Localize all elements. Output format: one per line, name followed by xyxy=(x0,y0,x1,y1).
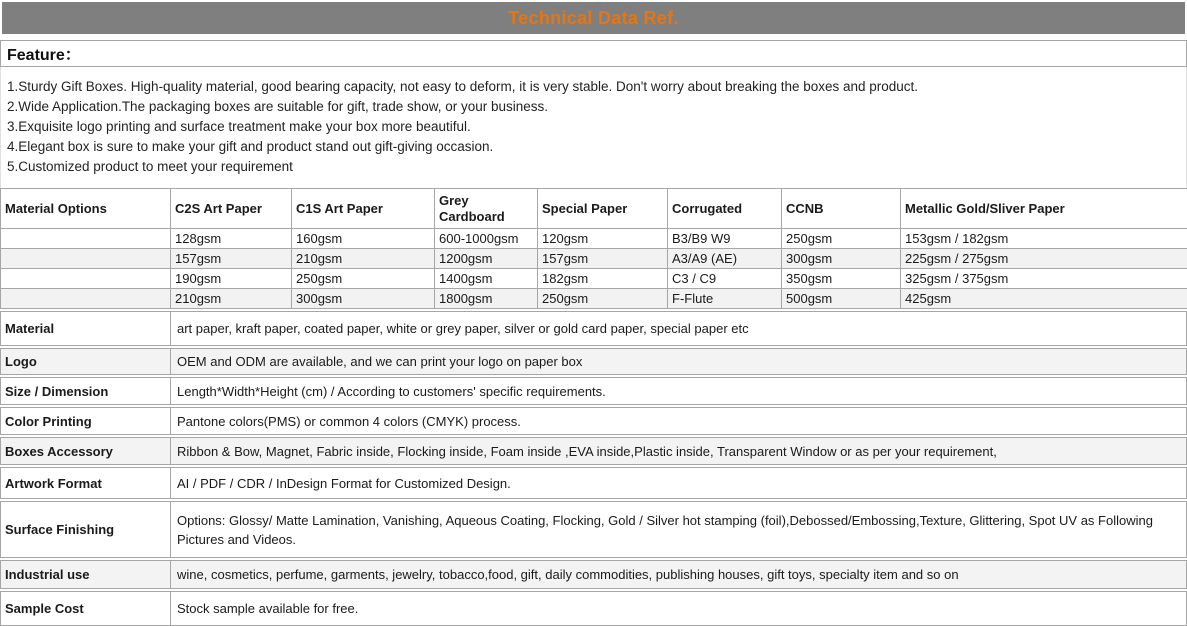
spec-value: Stock sample available for free. xyxy=(171,592,1186,625)
spec-label: Size / Dimension xyxy=(1,378,171,404)
table-cell: 600-1000gsm xyxy=(435,229,538,249)
table-cell: 250gsm xyxy=(538,289,668,309)
column-header-ccnb: CCNB xyxy=(782,189,901,229)
table-cell: 1400gsm xyxy=(435,269,538,289)
spec-value: OEM and ODM are available, and we can print your logo on paper box xyxy=(171,349,1186,374)
table-cell: 182gsm xyxy=(538,269,668,289)
spec-label: Industrial use xyxy=(1,561,171,588)
table-cell: 250gsm xyxy=(782,229,901,249)
table-cell: F-Flute xyxy=(668,289,782,309)
spec-value: Options: Glossy/ Matte Lamination, Vanishing, Aqueous Coating, Flocking, Gold / Silver hot stamping (foil),Debossed/Embossing,Texture, Glittering, Spot UV as Following Pictures and Videos. xyxy=(171,502,1186,557)
column-header-c1s-art-paper: C1S Art Paper xyxy=(292,189,435,229)
spec-value: wine, cosmetics, perfume, garments, jewelry, tobacco,food, gift, daily commodities, publishing houses, gift toys, specialty item and so on xyxy=(171,561,1186,588)
spec-value: Pantone colors(PMS) or common 4 colors (CMYK) process. xyxy=(171,408,1186,434)
table-cell xyxy=(1,289,171,309)
spec-label: Material xyxy=(1,312,171,345)
feature-heading: Feature： xyxy=(7,42,81,65)
feature-item: 1.Sturdy Gift Boxes. High-quality material, good bearing capacity, not easy to deform, it is very stable. Don't worry about breaking the boxes and product. xyxy=(7,77,1186,97)
table-cell: 250gsm xyxy=(292,269,435,289)
spec-label: Surface Finishing xyxy=(1,502,171,557)
column-header-material-options: Material Options xyxy=(1,189,171,229)
title-bar xyxy=(2,2,1185,34)
spec-row-size-dimension xyxy=(0,377,1187,405)
column-header-grey-cardboard xyxy=(435,189,538,229)
spec-label: Logo xyxy=(1,349,171,374)
feature-item: 4.Elegant box is sure to make your gift and product stand out gift-giving occasion. xyxy=(7,137,1186,157)
column-header-c2s-art-paper: C2S Art Paper xyxy=(171,189,292,229)
spec-value: Length*Width*Height (cm) / According to customers' specific requirements. xyxy=(171,378,1186,404)
spec-label: Sample Cost xyxy=(1,592,171,625)
column-header-corrugated: Corrugated xyxy=(668,189,782,229)
table-cell: A3/A9 (AE) xyxy=(668,249,782,269)
feature-item: 3.Exquisite logo printing and surface treatment make your box more beautiful. xyxy=(7,117,1186,137)
spec-row-sample-cost xyxy=(0,591,1187,626)
feature-item: 5.Customized product to meet your requirement xyxy=(7,157,1186,177)
spec-label: Color Printing xyxy=(1,408,171,434)
table-cell: 1200gsm xyxy=(435,249,538,269)
spec-row-boxes-accessory xyxy=(0,437,1187,465)
table-row xyxy=(1,269,1187,289)
table-cell: 225gsm / 275gsm xyxy=(901,249,1187,269)
column-header-grey-cardboard-label: Grey Cardboard xyxy=(439,193,511,225)
spec-value: Ribbon & Bow, Magnet, Fabric inside, Flocking inside, Foam inside ,EVA inside,Plastic inside, Transparent Window or as per your requirement, xyxy=(171,438,1186,464)
table-cell xyxy=(1,249,171,269)
table-cell: 157gsm xyxy=(171,249,292,269)
table-cell: 120gsm xyxy=(538,229,668,249)
spec-row-industrial-use xyxy=(0,560,1187,589)
spec-row-artwork-format xyxy=(0,467,1187,499)
feature-heading-box xyxy=(0,40,1187,67)
table-cell: 160gsm xyxy=(292,229,435,249)
table-cell: 325gsm / 375gsm xyxy=(901,269,1187,289)
table-cell: 210gsm xyxy=(171,289,292,309)
spec-row-material xyxy=(0,311,1187,346)
spec-section xyxy=(0,311,1187,626)
table-cell: 300gsm xyxy=(292,289,435,309)
table-cell: 500gsm xyxy=(782,289,901,309)
table-row xyxy=(1,289,1187,309)
table-cell: 1800gsm xyxy=(435,289,538,309)
table-cell: 300gsm xyxy=(782,249,901,269)
spec-value: art paper, kraft paper, coated paper, white or grey paper, silver or gold card paper, special paper etc xyxy=(171,312,1186,345)
table-cell: B3/B9 W9 xyxy=(668,229,782,249)
spec-label: Boxes Accessory xyxy=(1,438,171,464)
table-cell: 425gsm xyxy=(901,289,1187,309)
table-cell: 210gsm xyxy=(292,249,435,269)
spec-label: Artwork Format xyxy=(1,468,171,498)
table-row xyxy=(1,229,1187,249)
table-cell: 350gsm xyxy=(782,269,901,289)
table-cell: 157gsm xyxy=(538,249,668,269)
table-cell: 128gsm xyxy=(171,229,292,249)
spec-row-logo xyxy=(0,348,1187,375)
column-header-metallic-paper: Metallic Gold/Sliver Paper xyxy=(901,189,1187,229)
table-cell: 190gsm xyxy=(171,269,292,289)
spec-row-surface-finishing xyxy=(0,501,1187,558)
page xyxy=(0,2,1187,622)
feature-item: 2.Wide Application.The packaging boxes are suitable for gift, trade show, or your business. xyxy=(7,97,1186,117)
table-cell xyxy=(1,229,171,249)
table-row xyxy=(1,249,1187,269)
page-title: Technical Data Ref. xyxy=(508,8,678,29)
materials-header-row xyxy=(1,189,1187,229)
table-cell xyxy=(1,269,171,289)
table-cell: 153gsm / 182gsm xyxy=(901,229,1187,249)
table-cell: C3 / C9 xyxy=(668,269,782,289)
spec-row-color-printing xyxy=(0,407,1187,435)
feature-list xyxy=(0,67,1187,188)
column-header-special-paper: Special Paper xyxy=(538,189,668,229)
spec-value: AI / PDF / CDR / InDesign Format for Customized Design. xyxy=(171,468,1186,498)
materials-table xyxy=(0,188,1187,309)
